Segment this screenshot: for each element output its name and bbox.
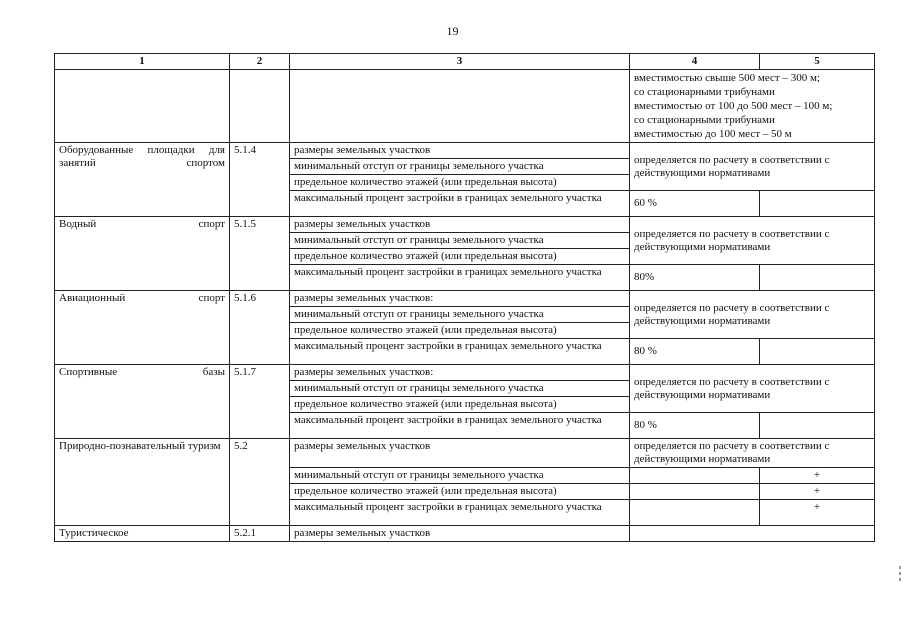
land-use-code: 5.2 xyxy=(230,439,290,526)
land-use-code: 5.1.4 xyxy=(230,143,290,217)
empty-cell xyxy=(630,468,760,484)
parameter-label: размеры земельных участков: xyxy=(290,365,630,381)
parameter-label: размеры земельных участков xyxy=(290,439,630,468)
parameter-label: максимальный процент застройки в границах земельного участка xyxy=(290,413,630,439)
build-percent: 80 % xyxy=(630,339,760,365)
plus-mark: + xyxy=(760,500,875,526)
header-row xyxy=(55,54,875,70)
parameter-label: предельное количество этажей (или предельная высота) xyxy=(290,397,630,413)
empty-cell xyxy=(630,526,875,542)
build-percent: 80% xyxy=(630,265,760,291)
land-use-code: 5.1.5 xyxy=(230,217,290,291)
header-col-4: 4 xyxy=(630,54,760,70)
section-row xyxy=(55,217,875,233)
parameter-label: максимальный процент застройки в границах земельного участка xyxy=(290,500,630,526)
parameter-label: размеры земельных участков: xyxy=(290,291,630,307)
empty-cell xyxy=(760,413,875,439)
calculation-rule: определяется по расчету в соответствии с действующими нормативами xyxy=(630,291,875,339)
land-use-code: 5.1.6 xyxy=(230,291,290,365)
parameter-label: минимальный отступ от границы земельного участка xyxy=(290,468,630,484)
parameter-label: предельное количество этажей (или предельная высота) xyxy=(290,484,630,500)
page-number: 19 xyxy=(446,24,459,38)
land-use-name: Водный спорт xyxy=(55,217,230,291)
plus-mark: + xyxy=(760,468,875,484)
continuation-name-cell xyxy=(55,70,230,143)
parameter-label: минимальный отступ от границы земельного участка xyxy=(290,159,630,175)
continuation-param-cell xyxy=(290,70,630,143)
continuation-code-cell xyxy=(230,70,290,143)
land-use-name: Оборудованные площадки для занятий спортом xyxy=(55,143,230,217)
empty-cell xyxy=(630,500,760,526)
land-use-name: Авиационный спорт xyxy=(55,291,230,365)
parameter-label: размеры земельных участков xyxy=(290,526,630,542)
header-col-1: 1 xyxy=(55,54,230,70)
land-use-name: Туристическое xyxy=(55,526,230,542)
edge-mark xyxy=(899,572,901,575)
empty-cell xyxy=(760,265,875,291)
parameter-label: минимальный отступ от границы земельного участка xyxy=(290,381,630,397)
land-use-code: 5.1.7 xyxy=(230,365,290,439)
parameter-label: максимальный процент застройки в границах земельного участка xyxy=(290,339,630,365)
edge-mark xyxy=(899,578,901,581)
header-col-5: 5 xyxy=(760,54,875,70)
empty-cell xyxy=(760,191,875,217)
top-note: вместимостью свыше 500 мест – 300 м; со стационарными трибунами вместимостью от 100 до 500 мест – 100 м; со стационарными трибунами вместимостью до 100 мест – 50 м xyxy=(630,70,875,143)
parameter-label: максимальный процент застройки в границах земельного участка xyxy=(290,191,630,217)
parameter-label: размеры земельных участков xyxy=(290,143,630,159)
parameter-label: предельное количество этажей (или предельная высота) xyxy=(290,249,630,265)
calculation-rule: определяется по расчету в соответствии с действующими нормативами xyxy=(630,439,875,468)
header-col-3: 3 xyxy=(290,54,630,70)
regulations-table xyxy=(54,53,875,542)
tourist-row xyxy=(55,526,875,542)
edge-mark xyxy=(899,566,901,569)
empty-cell xyxy=(630,484,760,500)
section-row xyxy=(55,291,875,307)
parameter-label: минимальный отступ от границы земельного участка xyxy=(290,233,630,249)
tourism-row xyxy=(55,439,875,468)
build-percent: 60 % xyxy=(630,191,760,217)
header-col-2: 2 xyxy=(230,54,290,70)
land-use-code: 5.2.1 xyxy=(230,526,290,542)
land-use-name: Спортивные базы xyxy=(55,365,230,439)
land-use-name: Природно-познавательный туризм xyxy=(55,439,230,526)
section-row xyxy=(55,143,875,159)
parameter-label: предельное количество этажей (или предельная высота) xyxy=(290,323,630,339)
build-percent: 80 % xyxy=(630,413,760,439)
section-row xyxy=(55,365,875,381)
parameter-label: минимальный отступ от границы земельного участка xyxy=(290,307,630,323)
continuation-row xyxy=(55,70,875,143)
plus-mark: + xyxy=(760,484,875,500)
empty-cell xyxy=(760,339,875,365)
parameter-label: максимальный процент застройки в границах земельного участка xyxy=(290,265,630,291)
parameter-label: размеры земельных участков xyxy=(290,217,630,233)
calculation-rule: определяется по расчету в соответствии с действующими нормативами xyxy=(630,365,875,413)
calculation-rule: определяется по расчету в соответствии с действующими нормативами xyxy=(630,143,875,191)
parameter-label: предельное количество этажей (или предельная высота) xyxy=(290,175,630,191)
calculation-rule: определяется по расчету в соответствии с действующими нормативами xyxy=(630,217,875,265)
